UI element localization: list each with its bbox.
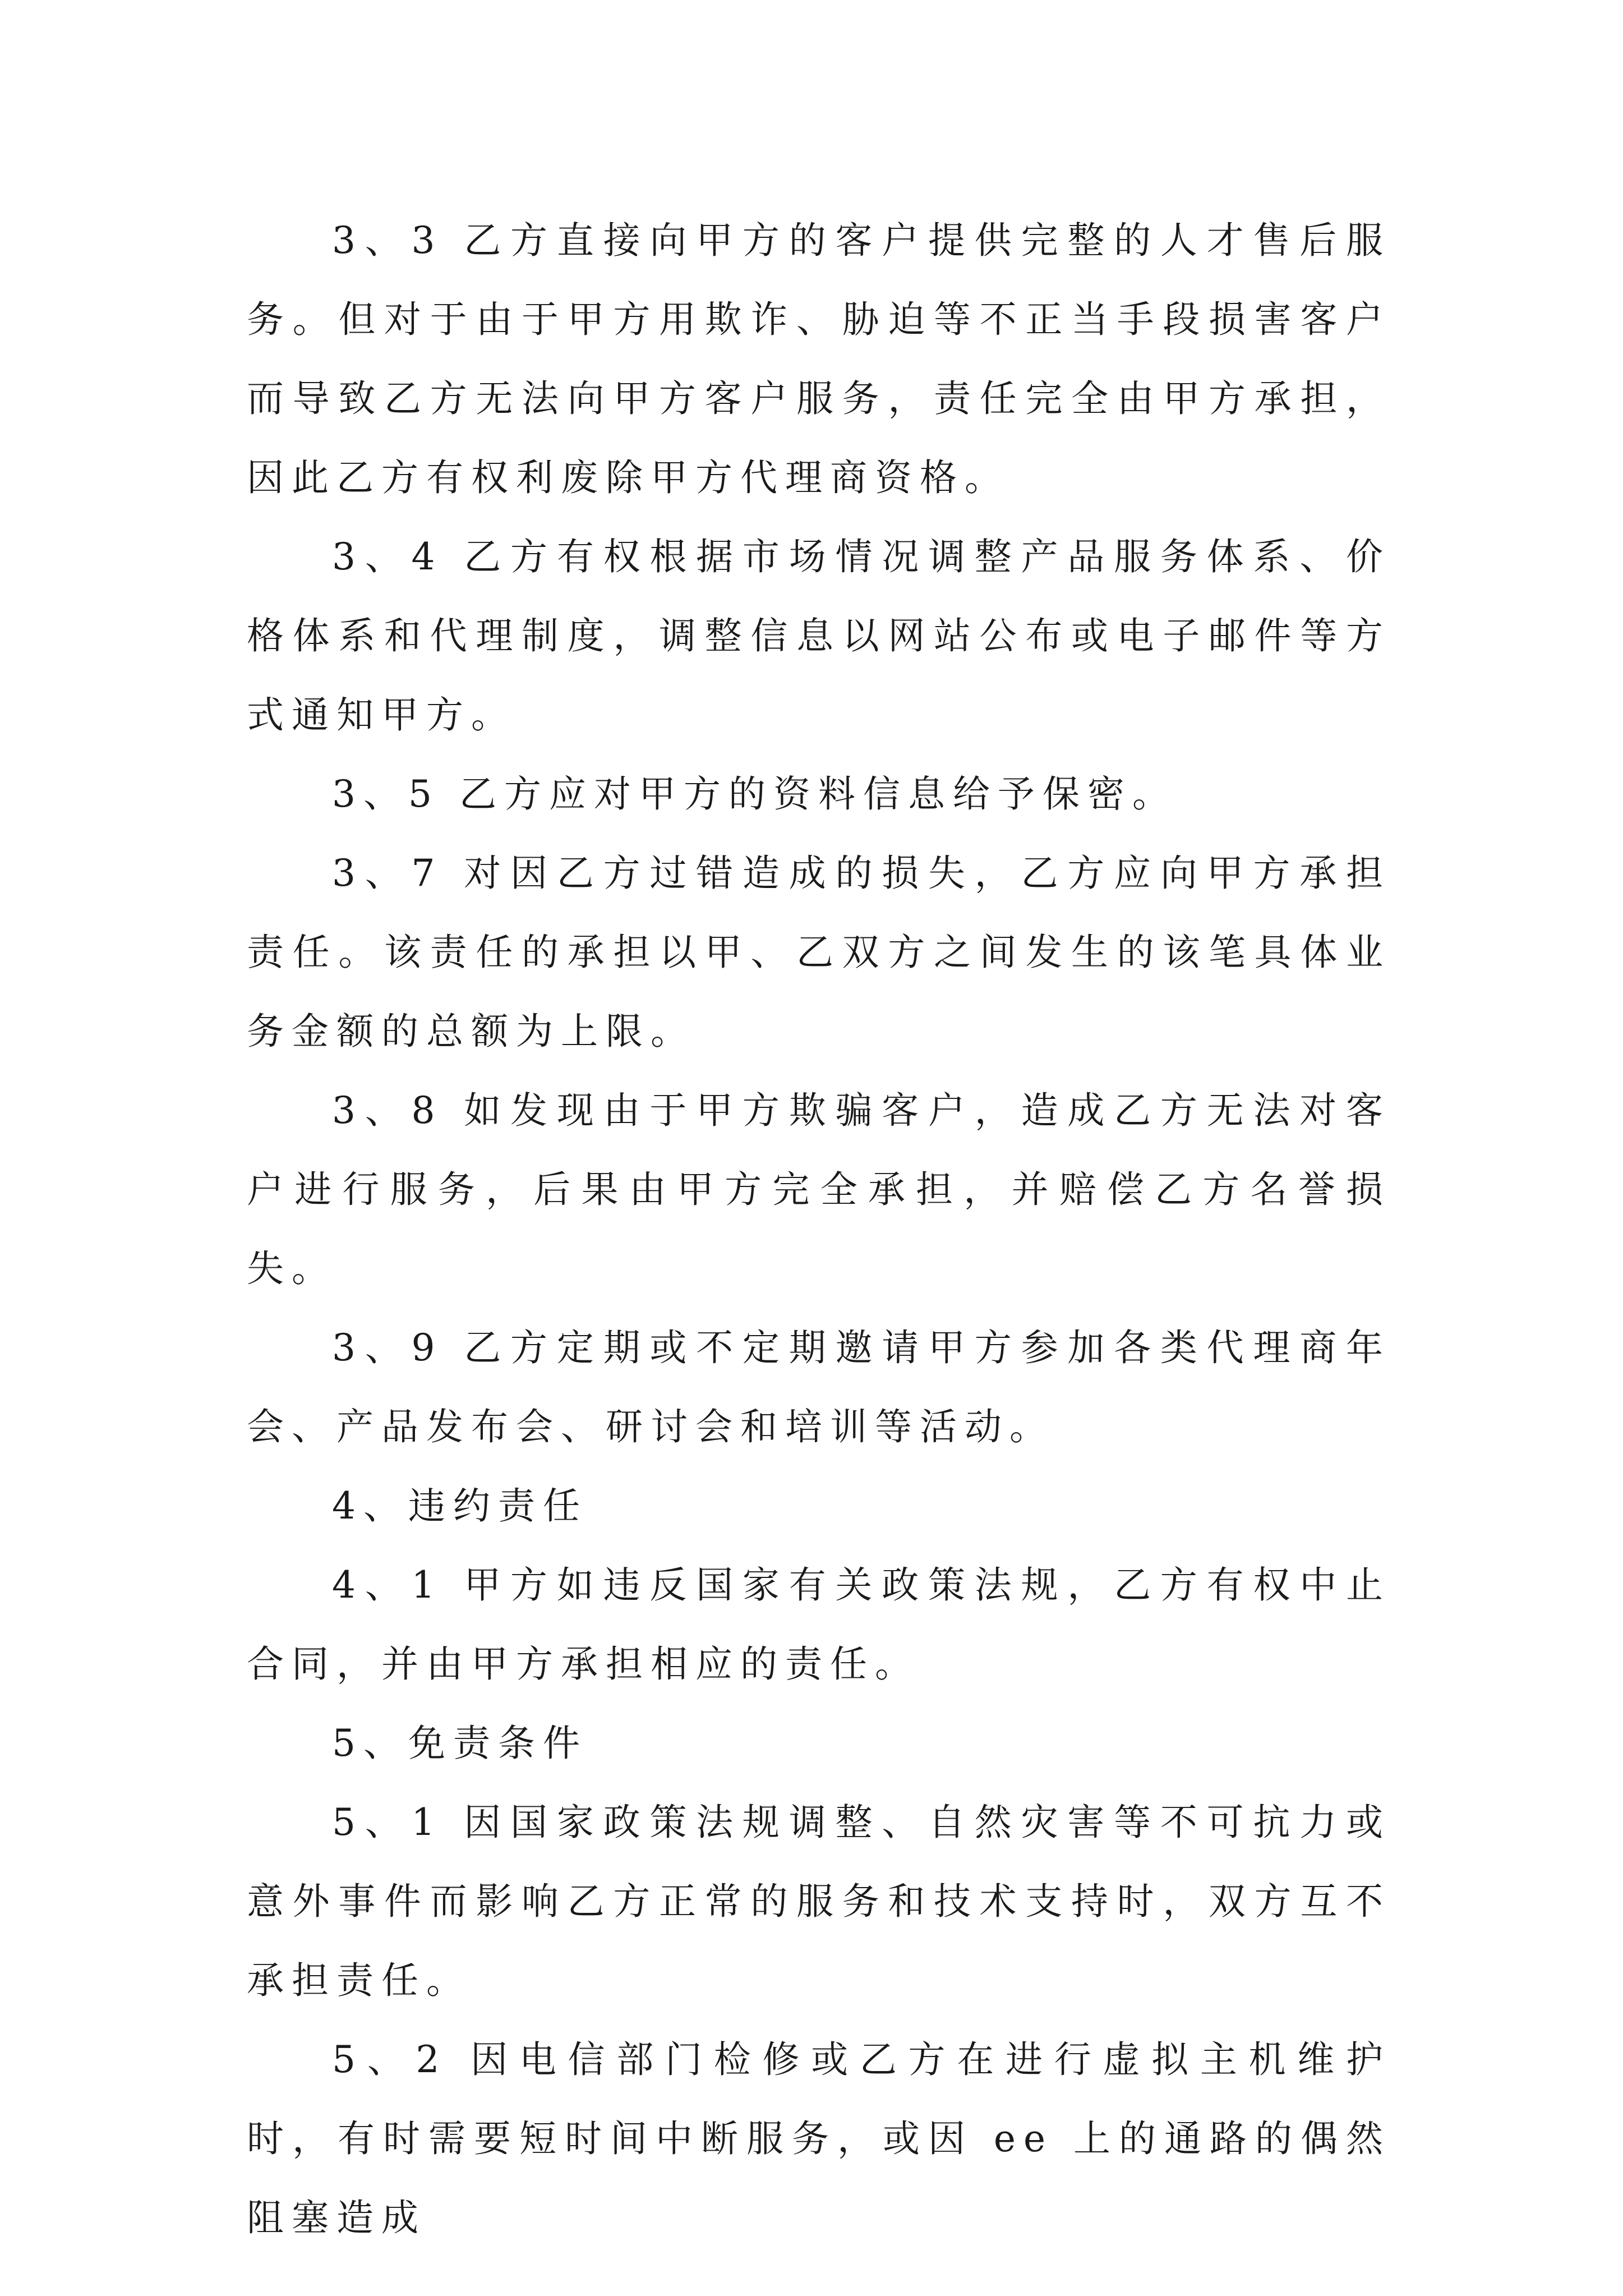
paragraph-3-3: 3、3 乙方直接向甲方的客户提供完整的人才售后服务。但对于由于甲方用欺诈、胁迫等不正当手段损害客户而导致乙方无法向甲方客户服务，责任完全由甲方承担，因此乙方有权利废除甲方代理商资格。 bbox=[247, 219, 1391, 499]
paragraph-3-8: 3、8 如发现由于甲方欺骗客户，造成乙方无法对客户进行服务，后果由甲方完全承担，并赔偿乙方名誉损失。 bbox=[247, 1089, 1391, 1290]
paragraph-3-7: 3、7 对因乙方过错造成的损失，乙方应向甲方承担责任。该责任的承担以甲、乙双方之间发生的该笔具体业务金额的总额为上限。 bbox=[247, 852, 1391, 1053]
paragraph-3-4: 3、4 乙方有权根据市场情况调整产品服务体系、价格体系和代理制度，调整信息以网站公布或电子邮件等方式通知甲方。 bbox=[247, 535, 1391, 737]
paragraph-5-2: 5、2 因电信部门检修或乙方在进行虚拟主机维护时，有时需要短时间中断服务，或因 ee 上的通路的偶然阻塞造成 bbox=[247, 2038, 1391, 2239]
paragraph-5-1: 5、1 因国家政策法规调整、自然灾害等不可抗力或意外事件而影响乙方正常的服务和技术支持时，双方互不承担责任。 bbox=[247, 1801, 1391, 2002]
paragraph-3-5: 3、5 乙方应对甲方的资料信息给予保密。 bbox=[332, 772, 1177, 816]
paragraph-3-9: 3、9 乙方定期或不定期邀请甲方参加各类代理商年会、产品发布会、研讨会和培训等活动。 bbox=[247, 1326, 1391, 1448]
section-heading-5: 5、免责条件 bbox=[332, 1722, 588, 1765]
section-heading-4: 4、违约责任 bbox=[332, 1484, 588, 1527]
document-body bbox=[247, 201, 1391, 2257]
paragraph-4-1: 4、1 甲方如违反国家有关政策法规，乙方有权中止合同，并由甲方承担相应的责任。 bbox=[247, 1563, 1391, 1686]
